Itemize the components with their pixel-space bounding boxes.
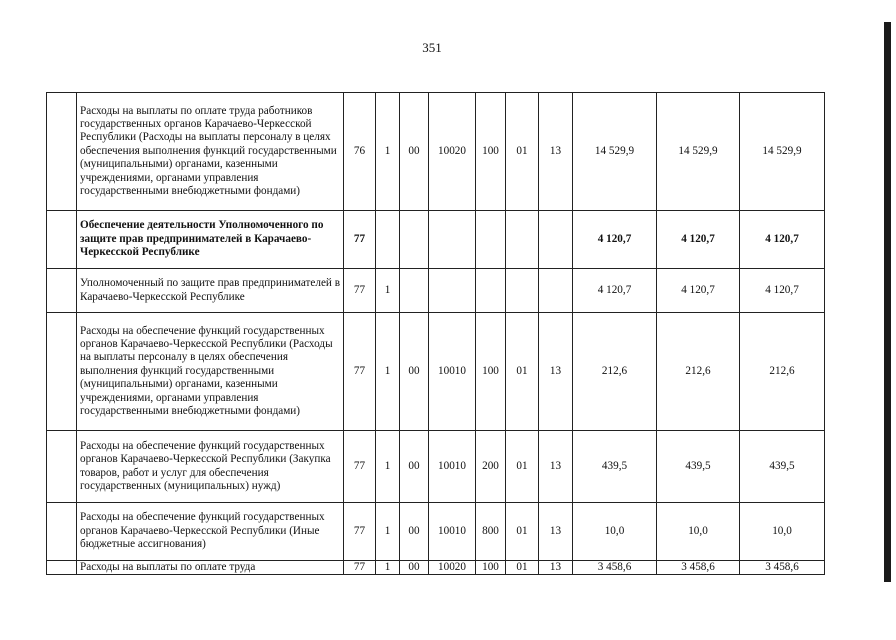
code-cell: 00 (400, 561, 429, 575)
amount-cell: 3 458,6 (573, 561, 657, 575)
empty-cell (47, 93, 77, 211)
amount-cell: 3 458,6 (657, 561, 740, 575)
amount-cell: 439,5 (573, 431, 657, 503)
code-cell (476, 269, 506, 313)
amount-cell: 212,6 (657, 313, 740, 431)
code-cell: 13 (539, 93, 573, 211)
code-cell (429, 269, 476, 313)
amount-cell: 212,6 (573, 313, 657, 431)
code-cell: 77 (344, 503, 376, 561)
row-name: Расходы на обеспечение функций государственных органов Карачаево-Черкесской Республики (Иные бюджетные ассигнования) (77, 503, 344, 561)
table-row (47, 561, 825, 575)
code-cell: 01 (506, 503, 539, 561)
amount-cell: 4 120,7 (740, 269, 825, 313)
amount-cell: 4 120,7 (740, 211, 825, 269)
code-cell: 10010 (429, 503, 476, 561)
empty-cell (47, 431, 77, 503)
amount-cell: 4 120,7 (657, 211, 740, 269)
code-cell: 00 (400, 503, 429, 561)
amount-cell: 14 529,9 (740, 93, 825, 211)
amount-cell: 10,0 (657, 503, 740, 561)
code-cell: 100 (476, 561, 506, 575)
empty-cell (47, 269, 77, 313)
code-cell: 1 (376, 431, 400, 503)
code-cell: 01 (506, 561, 539, 575)
code-cell: 10010 (429, 431, 476, 503)
row-name: Уполномоченный по защите прав предпринимателей в Карачаево-Черкесской Республике (77, 269, 344, 313)
code-cell: 1 (376, 561, 400, 575)
code-cell: 13 (539, 313, 573, 431)
code-cell: 77 (344, 269, 376, 313)
empty-cell (47, 313, 77, 431)
amount-cell: 439,5 (657, 431, 740, 503)
code-cell: 77 (344, 561, 376, 575)
amount-cell: 3 458,6 (740, 561, 825, 575)
code-cell: 00 (400, 313, 429, 431)
amount-cell: 4 120,7 (573, 211, 657, 269)
code-cell: 13 (539, 561, 573, 575)
code-cell: 77 (344, 313, 376, 431)
code-cell: 00 (400, 431, 429, 503)
code-cell (429, 211, 476, 269)
code-cell (539, 269, 573, 313)
page-number: 351 (422, 40, 442, 55)
code-cell: 77 (344, 211, 376, 269)
table-row (47, 313, 825, 431)
code-cell: 10020 (429, 561, 476, 575)
scan-edge-bar (884, 22, 891, 582)
table-row (47, 503, 825, 561)
code-cell: 01 (506, 93, 539, 211)
code-cell: 100 (476, 313, 506, 431)
row-name: Расходы на выплаты по оплате труда работников государственных органов Карачаево-Черкесской Республики (Расходы на выплаты персоналу в целях обеспечения выполнения функций государственными (муниципальными) органами, казенными учреждениями, органами управления государственными внебюджетными фондами) (77, 93, 344, 211)
row-name: Расходы на обеспечение функций государственных органов Карачаево-Черкесской Республики (Расходы на выплаты персоналу в целях обеспечения выполнения функций государственными (муниципальными) органами, казенными учреждениями, органами управления государственными внебюджетными фондами) (77, 313, 344, 431)
code-cell: 1 (376, 313, 400, 431)
table-row (47, 431, 825, 503)
code-cell: 00 (400, 93, 429, 211)
amount-cell: 4 120,7 (657, 269, 740, 313)
code-cell: 13 (539, 431, 573, 503)
row-name: Расходы на обеспечение функций государственных органов Карачаево-Черкесской Республики (Закупка товаров, работ и услуг для обеспечения государственных (муниципальных) нужд) (77, 431, 344, 503)
empty-cell (47, 561, 77, 575)
code-cell (506, 211, 539, 269)
code-cell: 100 (476, 93, 506, 211)
empty-cell (47, 211, 77, 269)
code-cell (539, 211, 573, 269)
code-cell: 1 (376, 269, 400, 313)
code-cell: 13 (539, 503, 573, 561)
code-cell: 10010 (429, 313, 476, 431)
amount-cell: 14 529,9 (573, 93, 657, 211)
amount-cell: 4 120,7 (573, 269, 657, 313)
table-row (47, 93, 825, 211)
code-cell: 800 (476, 503, 506, 561)
code-cell (476, 211, 506, 269)
code-cell (506, 269, 539, 313)
amount-cell: 212,6 (740, 313, 825, 431)
code-cell: 10020 (429, 93, 476, 211)
budget-table (46, 92, 825, 575)
amount-cell: 14 529,9 (657, 93, 740, 211)
table-row (47, 211, 825, 269)
code-cell (400, 211, 429, 269)
code-cell: 77 (344, 431, 376, 503)
code-cell: 01 (506, 431, 539, 503)
row-name: Расходы на выплаты по оплате труда (77, 561, 344, 575)
empty-cell (47, 503, 77, 561)
amount-cell: 439,5 (740, 431, 825, 503)
code-cell: 01 (506, 313, 539, 431)
code-cell (400, 269, 429, 313)
row-name: Обеспечение деятельности Уполномоченного по защите прав предпринимателей в Карачаево-Черкесской Республике (77, 211, 344, 269)
table-row (47, 269, 825, 313)
amount-cell: 10,0 (573, 503, 657, 561)
code-cell: 1 (376, 93, 400, 211)
code-cell: 76 (344, 93, 376, 211)
code-cell: 1 (376, 503, 400, 561)
code-cell: 200 (476, 431, 506, 503)
amount-cell: 10,0 (740, 503, 825, 561)
code-cell (376, 211, 400, 269)
